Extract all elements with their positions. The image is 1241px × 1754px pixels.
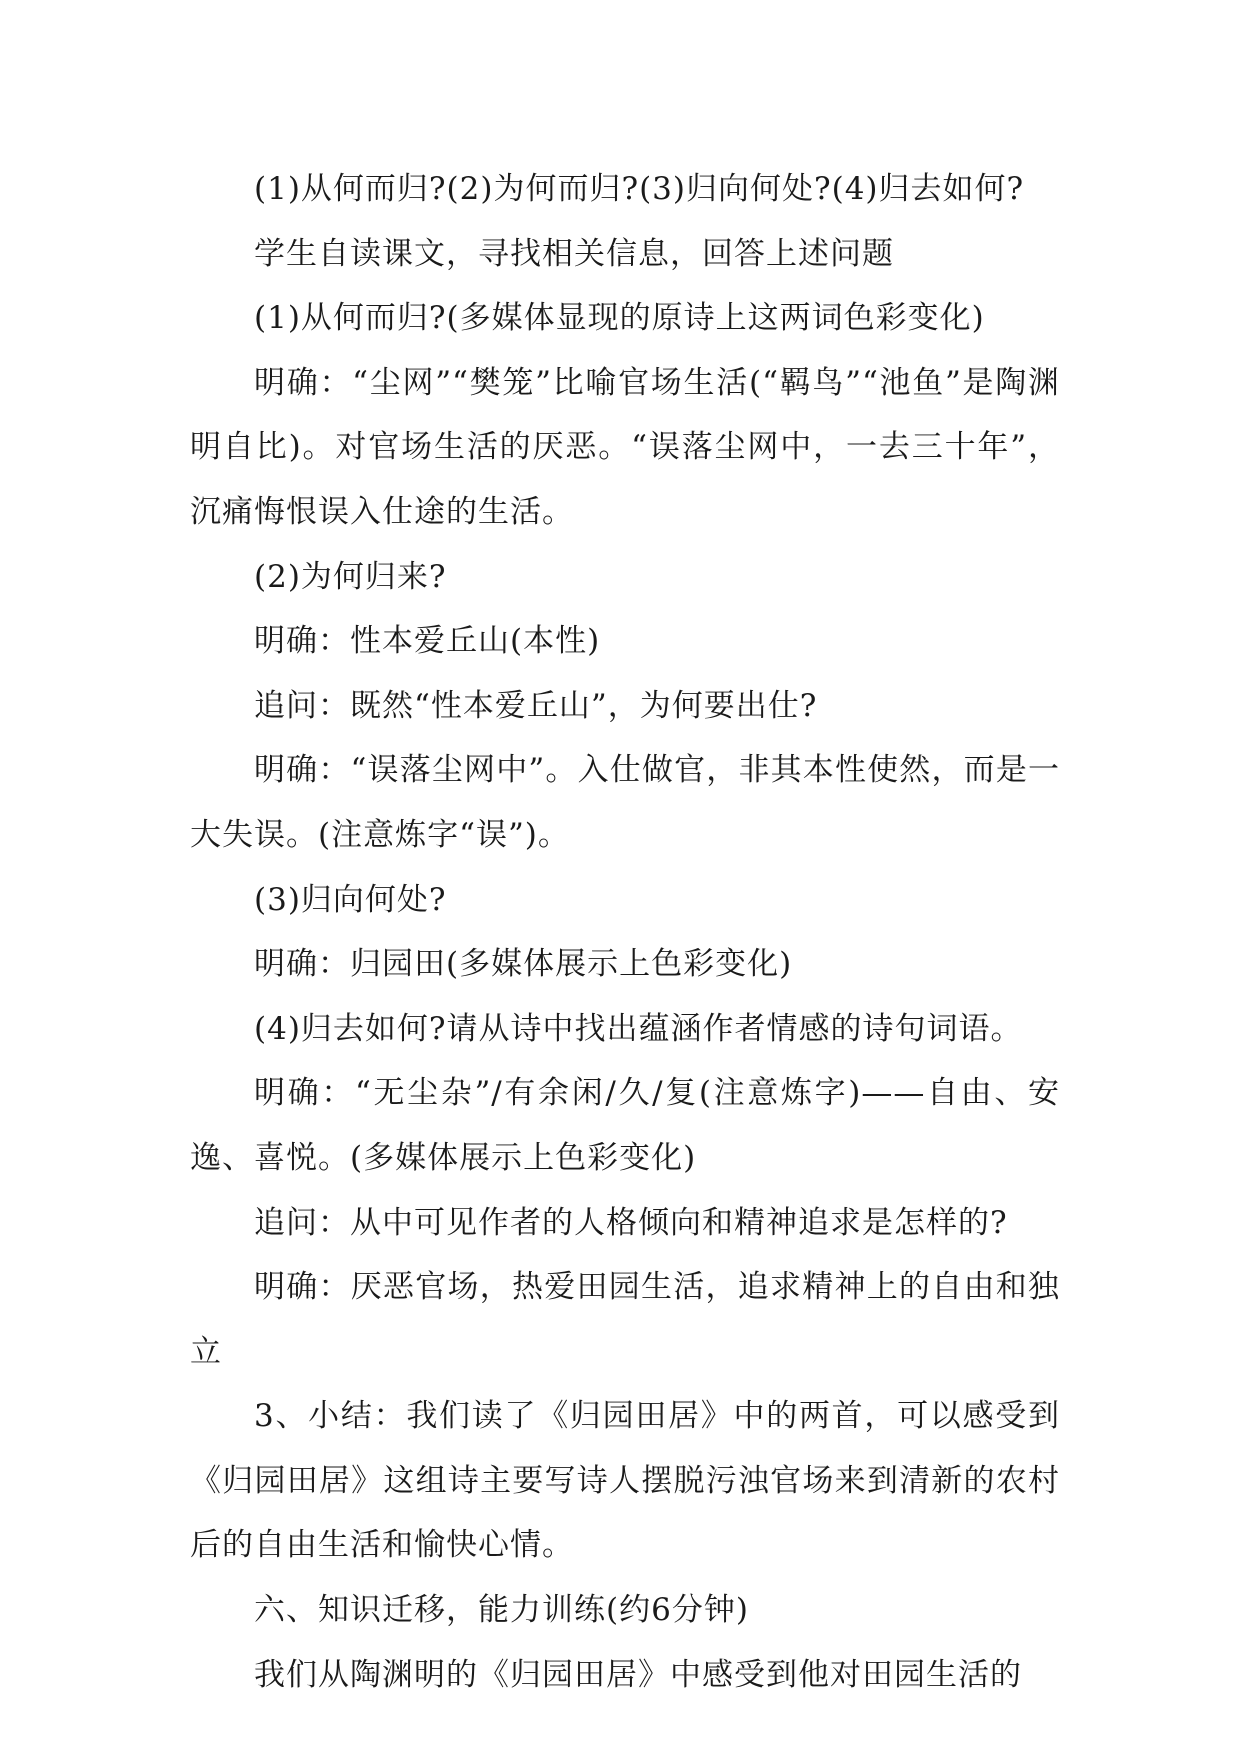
paragraph-question-4: (4)归去如何?请从诗中找出蕴涵作者情感的诗句词语。 bbox=[254, 1010, 1023, 1047]
paragraph-question-2: (2)为何归来? bbox=[254, 558, 447, 595]
paragraph-section-6-text: 我们从陶渊明的《归园田居》中感受到他对田园生活的 bbox=[254, 1656, 1022, 1693]
paragraph-answer-3: 明确：归园田(多媒体展示上色彩变化) bbox=[254, 946, 793, 983]
paragraph-question-1: (1)从何而归?(多媒体显现的原诗上这两词色彩变化) bbox=[254, 300, 985, 337]
paragraph-summary: 3、小结：我们读了《归园田居》中的两首，可以感受到《归园田居》这组诗主要写诗人摆脱污浊官场来到清新的农村后的自由生活和愉快心情。 bbox=[190, 1398, 1060, 1564]
paragraph-answer-2b: 明确：“误落尘网中”。入仕做官，非其本性使然，而是一大失误。(注意炼字“误”)。 bbox=[190, 752, 1060, 853]
paragraph-questions: (1)从何而归?(2)为何而归?(3)归向何处?(4)归去如何? bbox=[254, 171, 1025, 207]
paragraph-section-6-heading: 六、知识迁移，能力训练(约6分钟) bbox=[254, 1592, 749, 1629]
paragraph-answer-5: 明确：厌恶官场，热爱田园生活，追求精神上的自由和独立 bbox=[190, 1269, 1060, 1370]
paragraph-answer-4: 明确：“无尘杂”/有余闲/久/复(注意炼字)——自由、安逸、喜悦。(多媒体展示上色彩变化) bbox=[190, 1075, 1060, 1176]
paragraph-self-reading: 学生自读课文，寻找相关信息，回答上述问题 bbox=[254, 235, 894, 272]
paragraph-answer-2: 明确：性本爱丘山(本性) bbox=[254, 623, 601, 660]
paragraph-follow-up-2: 追问：从中可见作者的人格倾向和精神追求是怎样的? bbox=[254, 1204, 1008, 1241]
document-body bbox=[190, 157, 1060, 1707]
paragraph-question-3: (3)归向何处? bbox=[254, 881, 447, 918]
paragraph-answer-1: 明确：“尘网”“樊笼”比喻官场生活(“羁鸟”“池鱼”是陶渊明自比)。对官场生活的厌恶。“误落尘网中，一去三十年”，沉痛悔恨误入仕途的生活。 bbox=[190, 364, 1060, 530]
paragraph-follow-up-1: 追问：既然“性本爱丘山”，为何要出仕? bbox=[254, 687, 818, 724]
